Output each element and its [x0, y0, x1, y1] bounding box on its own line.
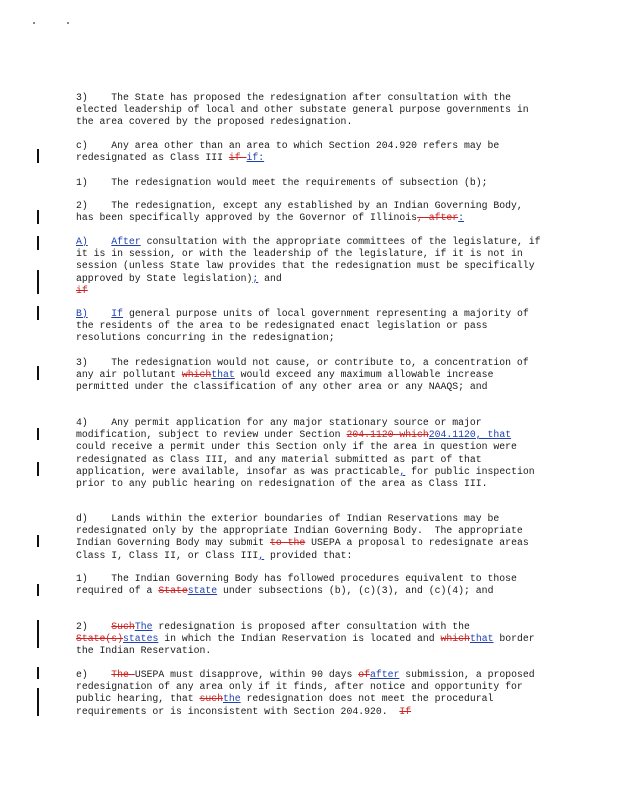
change-bar — [37, 210, 39, 224]
paragraph-text: 3) The State has proposed the redesignation after consultation with the elected leadership of local and other substate general purpose governments in the area covered by the proposed redesignation. — [76, 92, 535, 128]
paragraph-c4 — [76, 417, 546, 490]
paragraph-text: 4) Any permit application for any major stationary source or major modification, subject to review under Section — [76, 417, 488, 441]
inserted-text: 204.1120, that — [428, 429, 512, 441]
paragraph-text: 1) The redesignation would meet the requirements of subsection (b); — [76, 177, 488, 188]
paragraph-text: under subsections (b), (c)(3), and (c)(4); and — [217, 585, 494, 597]
deleted-text: if — [228, 152, 247, 164]
paragraph-text: in which the Indian Reservation is located and — [158, 633, 441, 645]
deleted-text: State(s) — [76, 633, 124, 645]
paragraph-text: c) Any area other than an area to which Section 204.920 refers may be redesignated as Class III — [76, 140, 506, 164]
change-bar — [37, 688, 39, 716]
inserted-text: , — [258, 549, 265, 561]
deleted-text: 204.1120 which — [346, 429, 429, 441]
paragraph-text: submission, a proposed redesignation of any area only if it finds, after notice and opportunity for public hearing, that — [76, 669, 541, 705]
inserted-text: If — [111, 308, 124, 319]
change-bar — [37, 667, 39, 679]
paragraph-text: 2) — [76, 621, 112, 632]
deleted-text: which — [181, 369, 212, 381]
deleted-text: , after — [417, 212, 459, 224]
change-bar — [37, 584, 39, 596]
deleted-text: which — [440, 633, 470, 645]
paragraph-d2 — [76, 621, 546, 658]
paragraph-text: and — [264, 272, 282, 284]
paragraph-c — [76, 140, 546, 164]
deleted-text: Such — [111, 621, 135, 632]
deleted-text: If — [399, 705, 412, 717]
inserted-text: that — [211, 369, 235, 381]
paragraph-text: 1) The Indian Governing Body has followed procedures equivalent to those required of a — [76, 573, 523, 597]
inserted-text: the — [223, 693, 241, 705]
inserted-text: : — [458, 212, 465, 224]
deleted-text: The — [111, 669, 135, 680]
inserted-text: A) — [76, 236, 88, 247]
change-bar — [37, 306, 39, 320]
change-bar — [37, 620, 39, 648]
paragraph-text: for public inspection prior to any public hearing on redesignation of the area as Class III. — [76, 465, 541, 490]
paragraph-text: would exceed any maximum allowable increase permitted under the classification of any other area or any NAAQS; and — [76, 369, 500, 393]
inserted-text: states — [123, 633, 159, 645]
paragraph-c2 — [76, 200, 546, 224]
change-bar — [37, 270, 39, 294]
change-bar — [37, 535, 39, 547]
paragraph-text: 2) The redesignation, except any established by an Indian Governing Body, has been specifically approved by the Governor of Illinois — [76, 200, 529, 224]
paragraph-c1 — [76, 177, 546, 189]
paragraph-d1 — [76, 573, 546, 597]
inserted-text: B) — [76, 308, 88, 319]
inserted-text: ; — [252, 272, 259, 284]
paragraph-text: consultation with the appropriate committees of the legislature, if it is in session, or with the leadership of the legislature, if it is not in session (unless State law provides that the redesignation must be specifically approved by State legislation) — [76, 236, 547, 284]
paragraph-c2a — [76, 236, 546, 297]
paragraph-text: could receive a permit under this Section only if the area in question were redesignated as Class III, and any material submitted as part of that application, were available, insofar as was practicable — [76, 429, 523, 477]
change-bar — [37, 366, 39, 380]
paragraph-text: border the Indian Reservation. — [76, 633, 541, 657]
paragraph-e — [76, 669, 546, 718]
deleted-text: of — [358, 669, 370, 680]
paragraph-text: general purpose units of local government representing a majority of the residents of the area to be redesignated enact legislation or pass resolutions concurring in the redesignation; — [76, 308, 535, 344]
inserted-text: state — [187, 585, 218, 597]
deleted-text: if — [76, 284, 88, 296]
inserted-text: , — [399, 465, 406, 477]
paragraph-text — [88, 308, 112, 319]
scan-speck — [67, 22, 69, 24]
paragraph-d — [76, 513, 546, 562]
inserted-text: if: — [246, 152, 265, 164]
inserted-text: after — [369, 669, 400, 680]
deleted-text: to the — [270, 537, 306, 549]
paragraph-text: 3) The redesignation would not cause, or contribute to, a concentration of any air pollutant — [76, 357, 535, 381]
paragraph-text: USEPA must disapprove, within 90 days — [134, 669, 359, 680]
change-bar — [37, 428, 39, 440]
change-bar — [37, 236, 39, 250]
paragraph-text: USEPA a proposal to redesignate areas Class I, Class II, or Class III — [76, 537, 535, 561]
inserted-text: that — [469, 633, 494, 645]
deleted-text: State — [158, 585, 188, 597]
paragraph-text: d) Lands within the exterior boundaries of Indian Reservations may be redesignated only by the appropriate Indian Governing Body. The appropriate Indian Governing Body may submit — [76, 513, 529, 549]
deleted-text: such — [199, 693, 223, 705]
change-bar — [37, 462, 39, 476]
inserted-text: After — [111, 236, 141, 247]
paragraph-text — [88, 236, 112, 247]
paragraph-text: redesignation is proposed after consultation with the — [152, 621, 476, 632]
change-bar — [37, 149, 39, 163]
paragraph-c2b — [76, 308, 546, 345]
paragraph-text: redesignation does not meet the procedural requirements or is inconsistent with Section 204.920. — [76, 693, 500, 717]
paragraph-text: e) — [76, 669, 112, 680]
inserted-text: The — [134, 621, 153, 632]
paragraph-b3 — [76, 92, 546, 129]
paragraph-text: provided that: — [264, 549, 353, 561]
paragraph-c3 — [76, 357, 546, 394]
scan-speck — [33, 22, 35, 24]
